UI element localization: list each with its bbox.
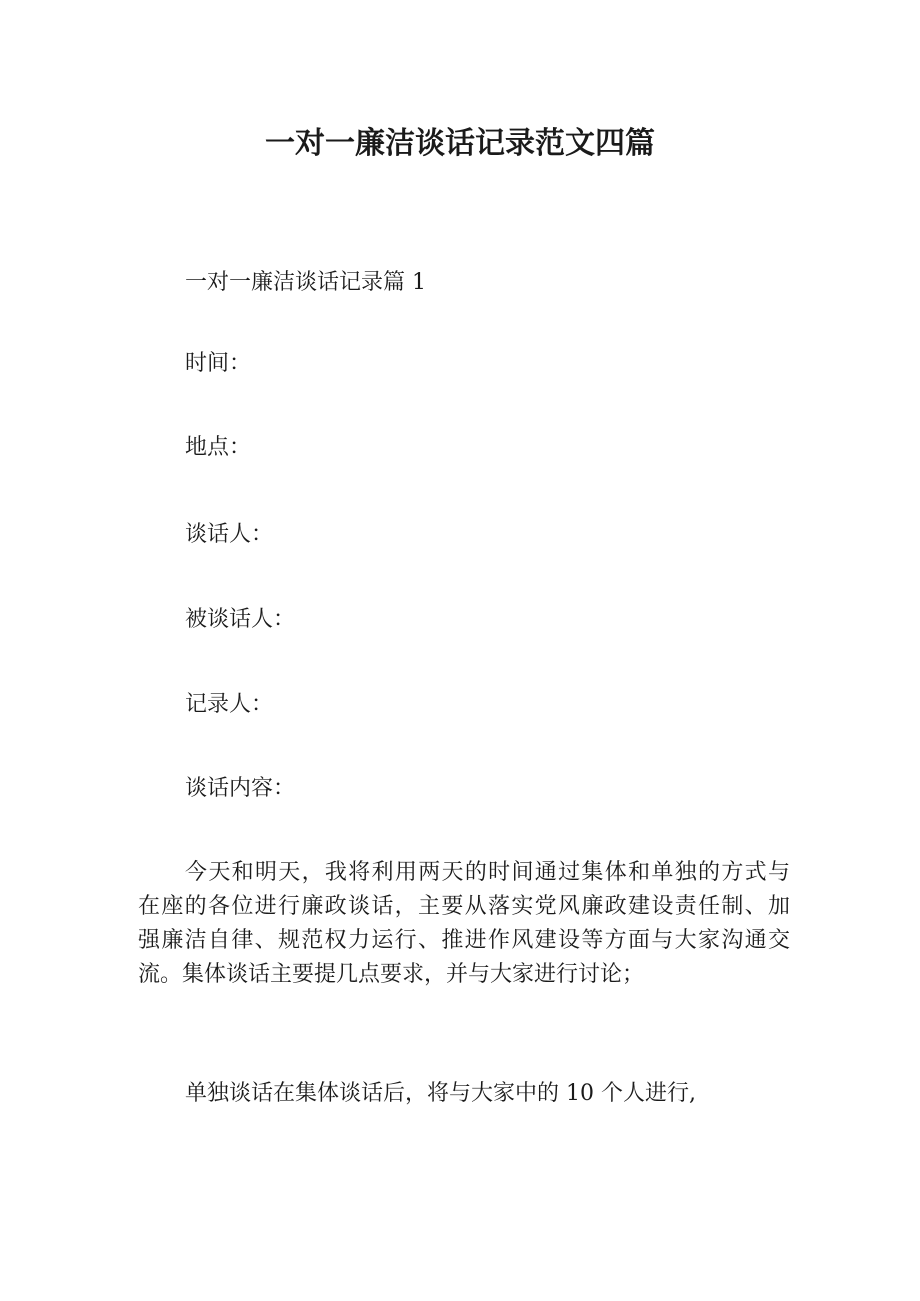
field-place: 地点： <box>185 435 252 460</box>
document-title: 一对一廉洁谈话记录范文四篇 <box>265 126 655 161</box>
field-content: 谈话内容： <box>185 776 296 801</box>
field-interviewee: 被谈话人： <box>185 607 296 632</box>
section-heading: 一对一廉洁谈话记录篇 1 <box>185 270 426 295</box>
paragraph-2: 单独谈话在集体谈话后，将与大家中的 10 个人进行, <box>185 1081 696 1106</box>
field-time: 时间： <box>185 351 252 376</box>
paragraph-1-line: 在座的各位进行廉政谈话，主要从落实党风廉政建设责任制、加 <box>138 894 790 919</box>
paragraph-1 <box>138 856 790 992</box>
field-speaker: 谈话人： <box>185 522 274 547</box>
paragraph-1-line: 强廉洁自律、规范权力运行、推进作风建设等方面与大家沟通交 <box>138 928 790 953</box>
field-recorder: 记录人： <box>185 692 274 717</box>
paragraph-1-line: 今天和明天，我将利用两天的时间通过集体和单独的方式与 <box>185 860 790 885</box>
paragraph-1-line: 流。集体谈话主要提几点要求，并与大家进行讨论； <box>138 962 645 987</box>
